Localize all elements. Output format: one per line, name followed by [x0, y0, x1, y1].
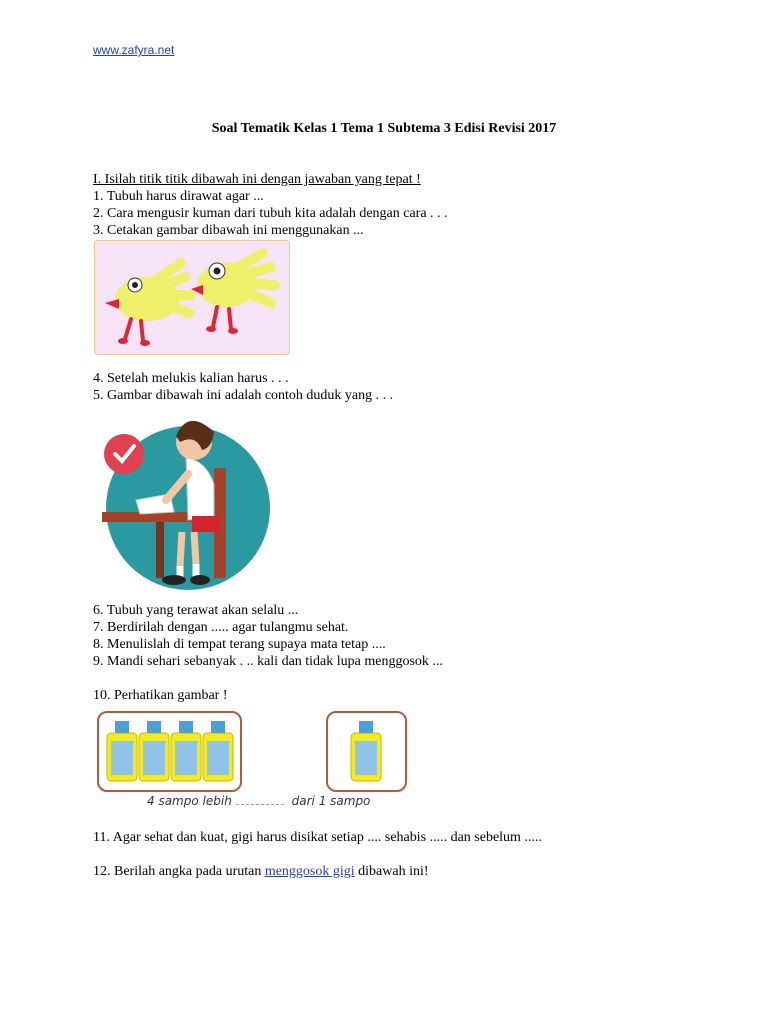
question-1: 1. Tubuh harus dirawat agar ... — [93, 189, 264, 204]
four-shampoo-bottles — [97, 711, 242, 792]
chick-right — [191, 253, 275, 334]
question-12-text: 12. Berilah angka pada urutan — [93, 864, 265, 879]
four-bottles-drawing — [99, 713, 240, 790]
menggosok-gigi-link[interactable]: menggosok gigi — [264, 864, 355, 879]
question-12-suffix: dibawah ini! — [354, 864, 429, 879]
page-title: Soal Tematik Kelas 1 Tema 1 Subtema 3 Edisi Revisi 2017 — [211, 121, 557, 136]
question-7: 7. Berdirilah dengan ..... agar tulangmu sehat. — [93, 620, 349, 635]
caption-blank[interactable] — [236, 804, 284, 805]
handprint-chicks-image — [94, 240, 290, 355]
handprint-chicks-drawing — [95, 241, 289, 354]
caption-middle: lebih — [202, 794, 232, 808]
site-url-link[interactable]: www.zafyra.net — [93, 43, 175, 57]
question-4: 4. Setelah melukis kalian harus . . . — [93, 371, 289, 386]
section-heading: I. Isilah titik titik dibawah ini dengan jawaban yang tepat ! — [93, 172, 421, 187]
chick-left — [105, 263, 191, 346]
caption-right: dari 1 sampo — [291, 794, 371, 808]
question-10: 10. Perhatikan gambar ! — [93, 688, 228, 703]
question-2: 2. Cara mengusir kuman dari tubuh kita adalah dengan cara . . . — [93, 206, 448, 221]
question-8: 8. Menulislah di tempat terang supaya mata tetap .... — [93, 637, 386, 652]
caption-left: 4 sampo — [147, 794, 199, 808]
question-9: 9. Mandi sehari sebanyak . .. kali dan tidak lupa menggosok ... — [93, 654, 443, 669]
question-12 — [93, 864, 429, 880]
question-6: 6. Tubuh yang terawat akan selalu ... — [93, 603, 299, 618]
question-5: 5. Gambar dibawah ini adalah contoh duduk yang . . . — [93, 388, 394, 403]
bottle-caption — [147, 794, 370, 808]
question-11: 11. Agar sehat dan kuat, gigi harus disikat setiap .... sehabis ..... dan sebelum ..... — [93, 830, 542, 845]
question-3: 3. Cetakan gambar dibawah ini menggunakan ... — [93, 223, 364, 238]
boy-writing-drawing — [96, 408, 274, 590]
boy-writing-image — [96, 408, 274, 590]
one-shampoo-bottle — [326, 711, 407, 792]
check-circle-icon — [104, 434, 144, 474]
one-bottle-drawing — [328, 713, 405, 790]
